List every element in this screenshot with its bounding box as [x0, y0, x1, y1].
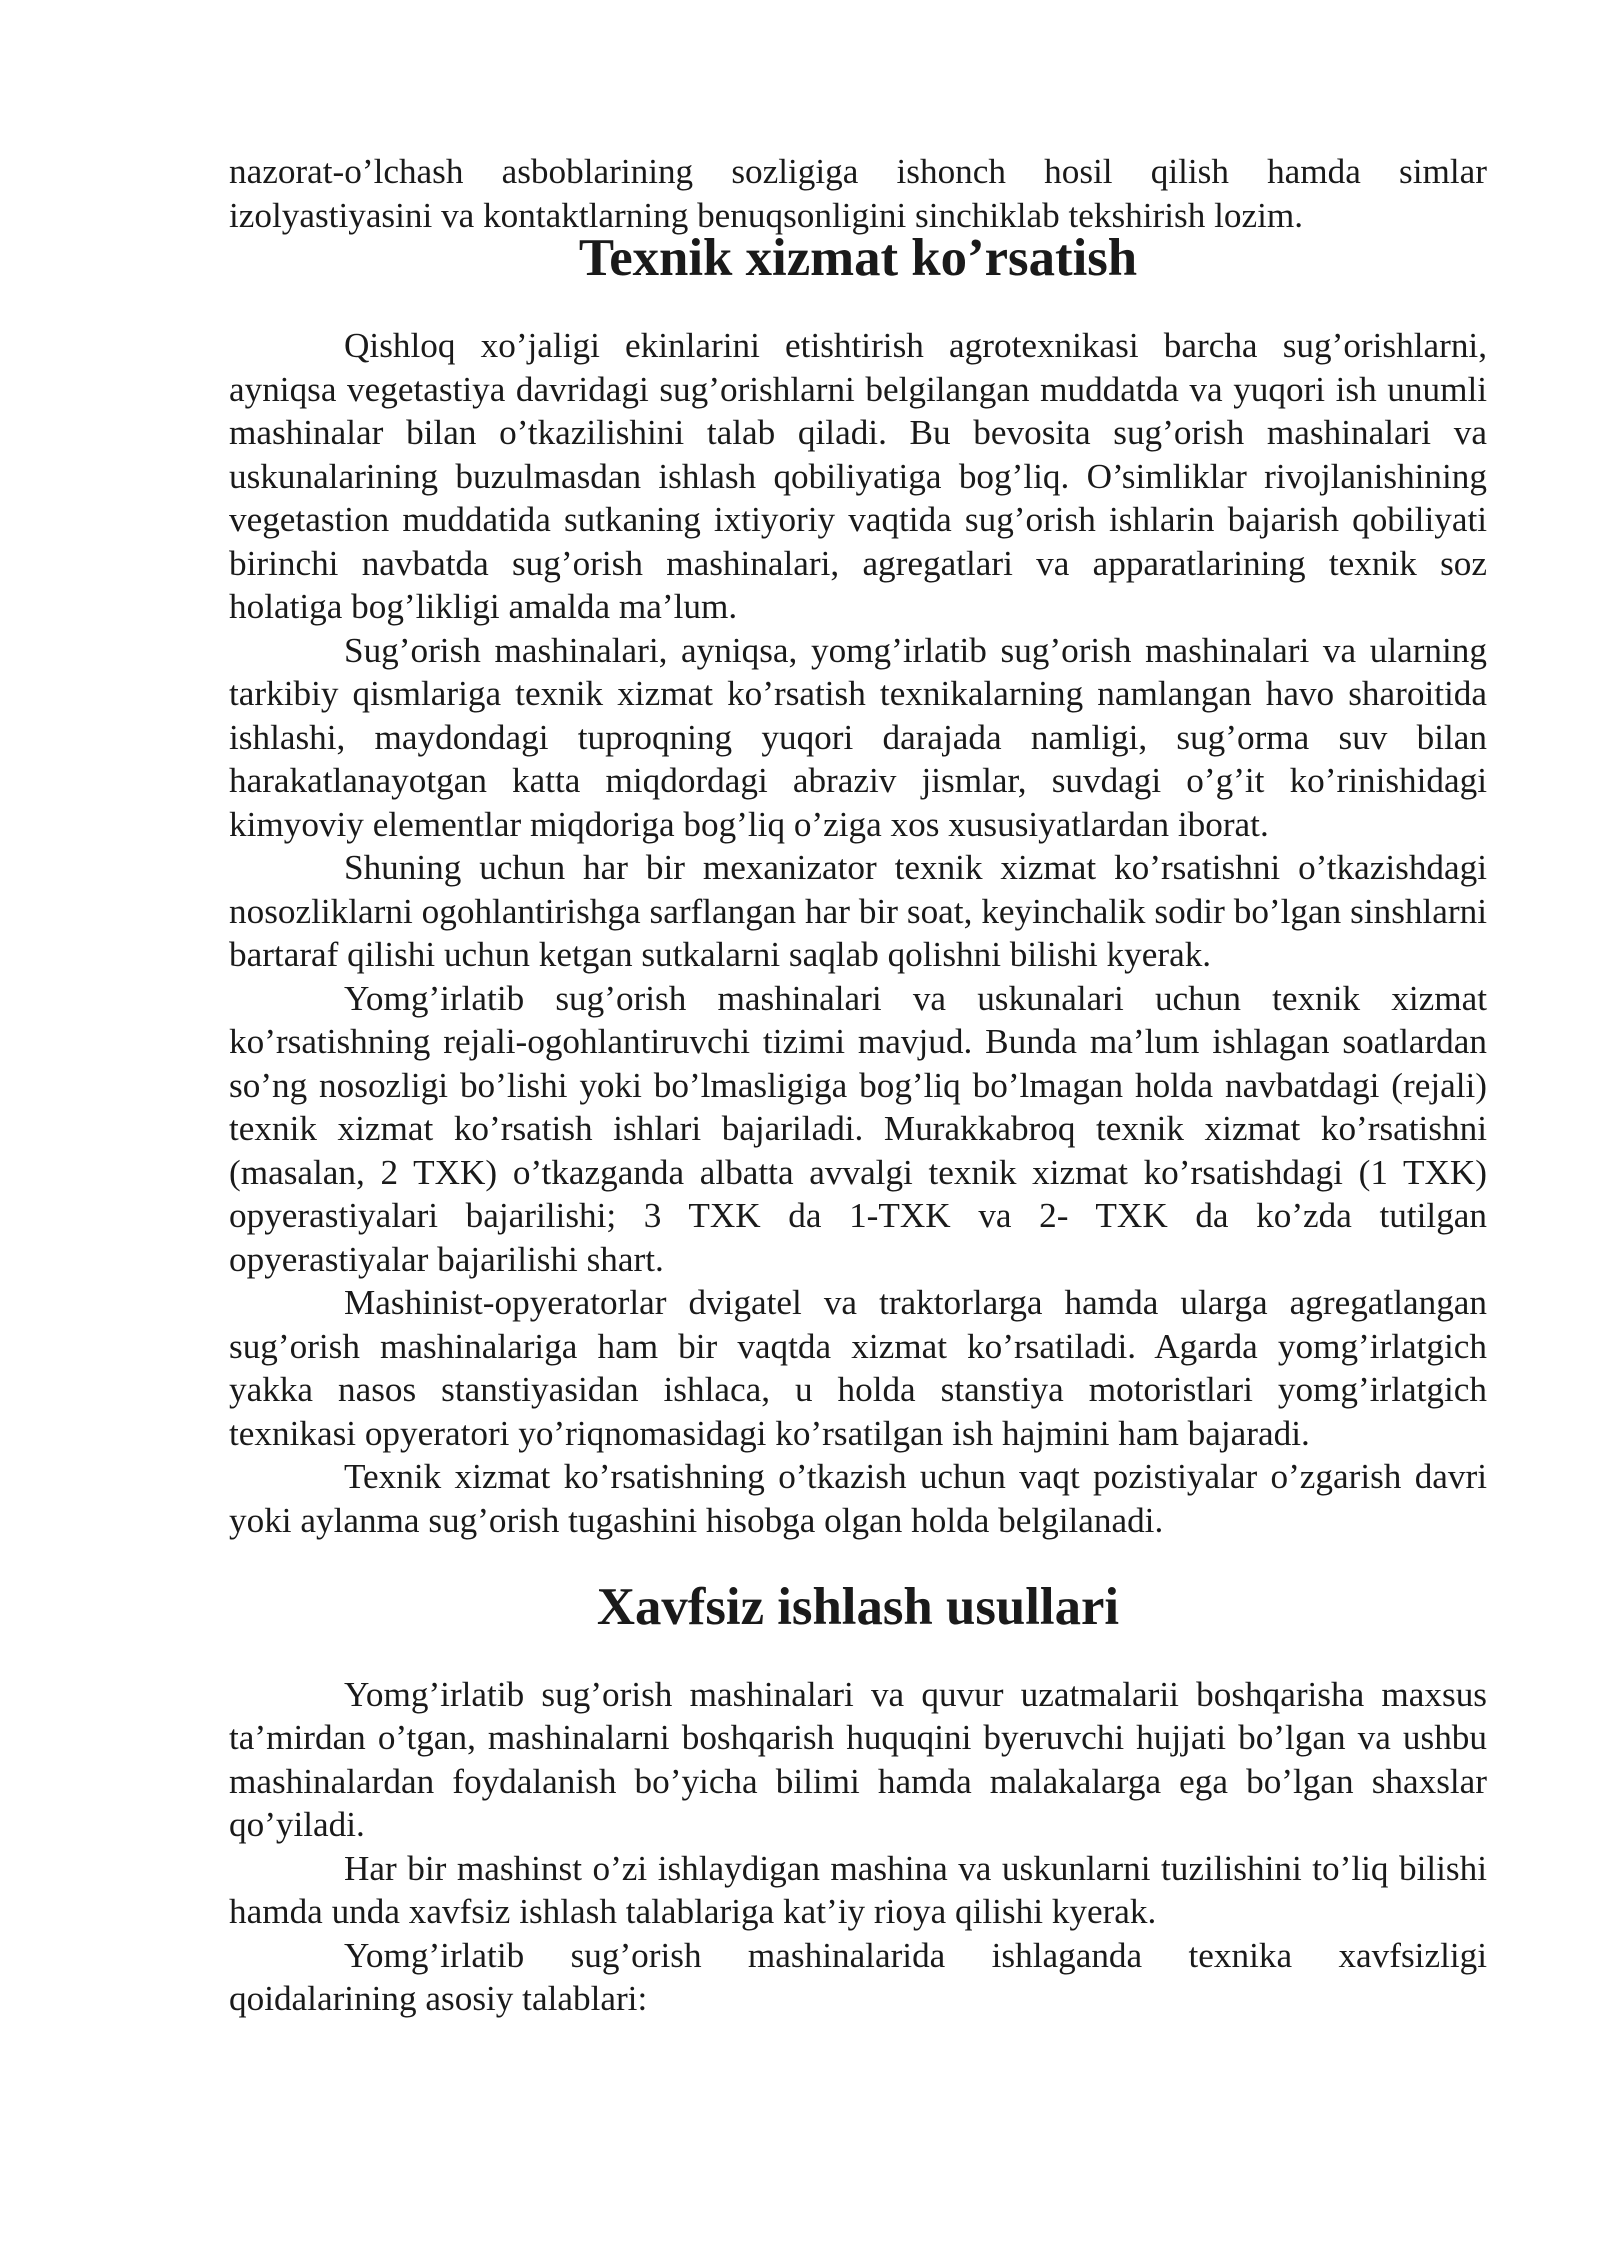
- paragraph: Har bir mashinst o’zi ishlaydigan mashina va uskunlarni tuzilishini to’liq bilishi hamda unda xavfsiz ishlash talablariga kat’iy rioya qilishi kyerak.: [229, 1848, 1487, 1931]
- spacer: [229, 281, 1487, 325]
- paragraph: Yomg’irlatib sug’orish mashinalari va uskunalari uchun texnik xizmat ko’rsatishning rejali-ogohlantiruvchi tizimi mavjud. Bunda ma’lum ishlagan soatlardan so’ng nosozligi bo’lishi yoki bo’lmasligiga bog’liq bo’lmagan holda navbatdagi (rejali) texnik xizmat ko’rsatish ishlari bajariladi. Murakkabroq texnik xizmat ko’rsatishni (masalan, 2 TXK) o’tkazganda albatta avvalgi texnik xizmat ko’rsatishdagi (1 TXK) opyerastiyalari bajarilishi; 3 TXK da 1-TXK va 2- TXK da ko’zda tutilgan opyerastiyalar bajarilishi shart.: [229, 978, 1487, 1279]
- paragraph: Shuning uchun har bir mexanizator texnik xizmat ko’rsatishni o’tkazishdagi nosozliklarni ogohlantirishga sarflangan har bir soat, keyinchalik sodir bo’lgan sinshlarni bartaraf qilishi uchun ketgan sutkalarni saqlab qolishni bilishi kyerak.: [229, 848, 1487, 974]
- intro-paragraph: nazorat-o’lchash asboblarining sozligiga ishonch hosil qilish hamda simlar izolyastiyasini va kontaktlarning benuqsonligini sinchiklab tekshirish lozim.: [229, 152, 1487, 235]
- paragraph: Yomg’irlatib sug’orish mashinalari va quvur uzatmalarii boshqarisha maxsus ta’mirdan o’tgan, mashinalarni boshqarish huquqini byeruvchi hujjati bo’lgan va ushbu mashinalardan foydalanish bo’yicha bilimi hamda malakalarga ega bo’lgan shaxslar qo’yiladi.: [229, 1674, 1487, 1844]
- paragraph: Qishloq xo’jaligi ekinlarini etishtirish agrotexnikasi barcha sug’orishlarni, ayniqsa vegetastiya davridagi sug’orishlarni belgilangan muddatda va yuqori ish unumli mashinalar bilan o’tkazilishini talab qiladi. Bu bevosita sug’orish mashinalari va uskunalarining buzulmasdan ishlash qobiliyatiga bog’liq. O’simliklar rivojlanishining vegetastion muddatida sutkaning ixtiyoriy vaqtida sug’orish ishlarin bajarish qobiliyati birinchi navbatda sug’orish mashinalari, agregatlari va apparatlarining texnik soz holatiga bog’likligi amalda ma’lum.: [229, 326, 1487, 626]
- document-page: [229, 150, 1487, 2021]
- paragraph: Sug’orish mashinalari, ayniqsa, yomg’irlatib sug’orish mashinalari va ularning tarkibiy qismlariga texnik xizmat ko’rsatish texnikalarning namlangan havo sharoitida ishlashi, maydondagi tuproqning yuqori darajada namligi, sug’orma suv bilan harakatlanayotgan katta miqdordagi abraziv jismlar, suvdagi o’g’it ko’rinishidagi kimyoviy elementlar miqdoriga bog’liq o’ziga xos xususiyatlardan iborat.: [229, 630, 1487, 844]
- paragraph: Texnik xizmat ko’rsatishning o’tkazish uchun vaqt pozistiyalar o’zgarish davri yoki aylanma sug’orish tugashini hisobga olgan holda belgilanadi.: [229, 1457, 1487, 1540]
- section-title-technical-service: Texnik xizmat ko’rsatish: [578, 229, 1138, 287]
- spacer: [229, 1629, 1487, 1673]
- paragraph: Yomg’irlatib sug’orish mashinalarida ishlaganda texnika xavfsizligi qoidalarining asosiy talablari:: [229, 1935, 1487, 2018]
- section-title-safe-work-methods: Xavfsiz ishlash usullari: [596, 1577, 1120, 1636]
- paragraph: Mashinist-opyeratorlar dvigatel va traktorlarga hamda ularga agregatlangan sug’orish mashinalariga ham bir vaqtda xizmat ko’rsatiladi. Agarda yomg’irlatgich yakka nasos stanstiyasidan ishlaca, u holda stanstiya motoristlari yomg’irlatgich texnikasi opyeratori yo’riqnomasidagi ko’rsatilgan ish hajmini ham bajaradi.: [229, 1283, 1487, 1453]
